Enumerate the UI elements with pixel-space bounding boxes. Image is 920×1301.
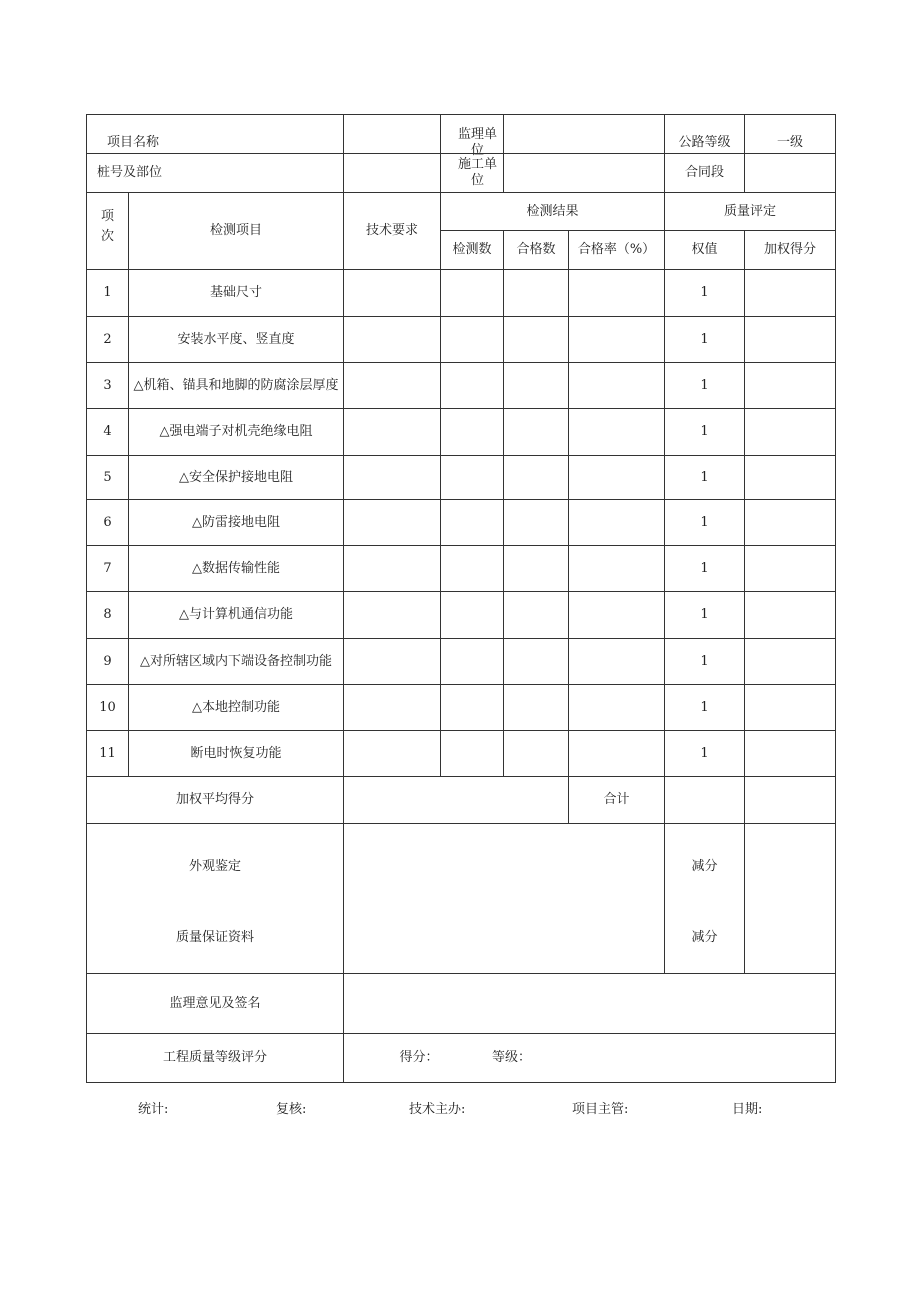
row-1-weight-text: 1 bbox=[700, 285, 709, 300]
row-9-pass-rate[interactable] bbox=[568, 638, 665, 685]
row-1-weight bbox=[664, 269, 745, 317]
appearance-label: 外观鉴定 bbox=[188, 859, 241, 875]
row-9-no bbox=[86, 638, 129, 685]
grade-rating-label-text: 工程质量等级评分 bbox=[162, 1050, 267, 1065]
signature-footer bbox=[86, 1098, 835, 1118]
row-7-pass-count[interactable] bbox=[503, 545, 569, 592]
row-8-item bbox=[128, 591, 344, 639]
row-6-weighted-score[interactable] bbox=[744, 499, 836, 546]
weighted-score-header bbox=[744, 230, 836, 270]
row-10-weight bbox=[664, 684, 745, 731]
row-5-no-text: 5 bbox=[103, 469, 112, 485]
road-grade-label-text: 公路等级 bbox=[678, 135, 731, 150]
row-10-weighted-score[interactable] bbox=[744, 684, 836, 731]
row-1-tech-req[interactable] bbox=[343, 269, 441, 317]
row-7-no-text: 7 bbox=[103, 560, 112, 576]
row-6-item-text: △防雷接地电阻 bbox=[192, 514, 280, 530]
row-7-no bbox=[86, 545, 129, 592]
row-4-item-text: △强电端子对机壳绝缘电阻 bbox=[159, 424, 313, 439]
supervision-unit-label-text: 监理单位 bbox=[457, 127, 497, 158]
inspection-table bbox=[86, 114, 835, 1082]
row-7-pass-rate[interactable] bbox=[568, 545, 665, 592]
row-10-item-text: △本地控制功能 bbox=[192, 699, 280, 715]
row-5-item bbox=[128, 455, 344, 500]
row-11-no-text: 11 bbox=[99, 745, 116, 761]
row-3-item bbox=[128, 362, 344, 409]
row-9-pass-count[interactable] bbox=[503, 638, 569, 685]
project-mgr-label: 项目主管: bbox=[572, 1102, 629, 1117]
row-5-weighted-score[interactable] bbox=[744, 455, 836, 500]
pass-rate-header-text: 合格率（%） bbox=[577, 242, 656, 257]
row-2-item bbox=[128, 316, 344, 363]
row-2-no bbox=[86, 316, 129, 363]
row-8-test-count[interactable] bbox=[440, 591, 504, 639]
row-7-tech-req[interactable] bbox=[343, 545, 441, 592]
row-5-no bbox=[86, 455, 129, 500]
row-11-weight-text: 1 bbox=[700, 745, 709, 761]
test-count-header-text: 检测数 bbox=[452, 242, 492, 257]
item-no-header-1: 项 bbox=[100, 209, 114, 224]
row-1-test-count[interactable] bbox=[440, 269, 504, 317]
row-11-tech-req[interactable] bbox=[343, 730, 441, 777]
supervision-unit-value[interactable] bbox=[503, 114, 665, 154]
row-9-weight bbox=[664, 638, 745, 685]
weight-header bbox=[664, 230, 745, 270]
test-result-header bbox=[440, 192, 665, 231]
row-8-weighted-score[interactable] bbox=[744, 591, 836, 639]
test-item-header bbox=[128, 192, 344, 270]
row-10-item bbox=[128, 684, 344, 731]
row-3-no-text: 3 bbox=[103, 377, 112, 393]
total-label bbox=[568, 776, 665, 824]
total-weight-value[interactable] bbox=[664, 776, 745, 824]
row-9-test-count[interactable] bbox=[440, 638, 504, 685]
row-6-test-count[interactable] bbox=[440, 499, 504, 546]
quality-eval-header-text: 质量评定 bbox=[723, 203, 776, 219]
stats-label: 统计: bbox=[138, 1102, 169, 1117]
weighted-score-header-text: 加权得分 bbox=[763, 242, 816, 257]
row-11-item bbox=[128, 730, 344, 777]
date-label: 日期: bbox=[732, 1102, 763, 1117]
row-3-tech-req[interactable] bbox=[343, 362, 441, 409]
row-4-pass-count[interactable] bbox=[503, 408, 569, 456]
pass-rate-header bbox=[568, 230, 665, 270]
row-4-weight bbox=[664, 408, 745, 456]
deduct-values[interactable] bbox=[744, 823, 836, 974]
row-3-no bbox=[86, 362, 129, 409]
row-9-no-text: 9 bbox=[103, 653, 112, 669]
row-1-no bbox=[86, 269, 129, 317]
appearance-qa-content[interactable] bbox=[343, 823, 665, 974]
construction-unit-label-text: 施工单位 bbox=[457, 157, 497, 188]
row-11-test-count[interactable] bbox=[440, 730, 504, 777]
row-4-no-text: 4 bbox=[103, 424, 112, 439]
row-1-no-text: 1 bbox=[103, 285, 112, 300]
tech-req-header bbox=[343, 192, 441, 270]
road-grade-value-text: 一级 bbox=[776, 135, 803, 150]
grade-rating-label bbox=[86, 1033, 344, 1083]
row-4-weight-text: 1 bbox=[700, 424, 709, 439]
total-score-value[interactable] bbox=[744, 776, 836, 824]
deduct-label-2: 减分 bbox=[691, 929, 718, 945]
row-2-weighted-score[interactable] bbox=[744, 316, 836, 363]
row-4-weighted-score[interactable] bbox=[744, 408, 836, 456]
row-7-weighted-score[interactable] bbox=[744, 545, 836, 592]
row-10-weight-text: 1 bbox=[700, 699, 709, 715]
weight-header-text: 权值 bbox=[691, 242, 718, 257]
test-result-header-text: 检测结果 bbox=[526, 203, 579, 219]
row-9-tech-req[interactable] bbox=[343, 638, 441, 685]
row-5-test-count[interactable] bbox=[440, 455, 504, 500]
row-5-weight-text: 1 bbox=[700, 469, 709, 485]
row-2-weight bbox=[664, 316, 745, 363]
row-7-weight-text: 1 bbox=[700, 560, 709, 576]
construction-unit-label bbox=[440, 153, 504, 193]
row-5-pass-rate[interactable] bbox=[568, 455, 665, 500]
contract-section-value[interactable] bbox=[744, 153, 836, 193]
row-1-item bbox=[128, 269, 344, 317]
row-9-weighted-score[interactable] bbox=[744, 638, 836, 685]
grade-label: 等级： bbox=[492, 1050, 532, 1065]
row-7-item bbox=[128, 545, 344, 592]
row-8-weight-text: 1 bbox=[700, 607, 709, 622]
row-6-weight bbox=[664, 499, 745, 546]
item-no-header bbox=[86, 192, 129, 270]
supervision-unit-label bbox=[440, 114, 504, 158]
project-name-value[interactable] bbox=[343, 114, 441, 154]
weighted-avg-label bbox=[86, 776, 344, 824]
row-8-item-text: △与计算机通信功能 bbox=[179, 607, 293, 622]
weighted-avg-label-text: 加权平均得分 bbox=[175, 792, 254, 807]
row-10-test-count[interactable] bbox=[440, 684, 504, 731]
deduct-labels bbox=[664, 823, 745, 974]
test-item-header-text: 检测项目 bbox=[209, 223, 262, 238]
row-8-pass-rate[interactable] bbox=[568, 591, 665, 639]
row-6-tech-req[interactable] bbox=[343, 499, 441, 546]
row-6-item bbox=[128, 499, 344, 546]
row-4-item bbox=[128, 408, 344, 456]
row-11-no bbox=[86, 730, 129, 777]
contract-section-label bbox=[664, 153, 745, 193]
row-5-pass-count[interactable] bbox=[503, 455, 569, 500]
row-11-pass-rate[interactable] bbox=[568, 730, 665, 777]
row-9-item bbox=[128, 638, 344, 685]
row-10-tech-req[interactable] bbox=[343, 684, 441, 731]
row-3-pass-count[interactable] bbox=[503, 362, 569, 409]
test-count-header bbox=[440, 230, 504, 270]
row-2-item-text: 安装水平度、竖直度 bbox=[177, 331, 295, 347]
row-8-no bbox=[86, 591, 129, 639]
tech-lead-label: 技术主办: bbox=[409, 1102, 466, 1117]
supervision-opinion-label-text: 监理意见及签名 bbox=[169, 995, 261, 1011]
supervision-opinion-value[interactable] bbox=[343, 973, 836, 1034]
row-3-weighted-score[interactable] bbox=[744, 362, 836, 409]
pass-count-header-text: 合格数 bbox=[516, 242, 556, 257]
supervision-opinion-label bbox=[86, 973, 344, 1034]
row-8-tech-req[interactable] bbox=[343, 591, 441, 639]
row-2-tech-req[interactable] bbox=[343, 316, 441, 363]
score-label: 得分： bbox=[399, 1050, 439, 1065]
row-11-pass-count[interactable] bbox=[503, 730, 569, 777]
row-3-test-count[interactable] bbox=[440, 362, 504, 409]
row-3-weight bbox=[664, 362, 745, 409]
pass-count-header bbox=[503, 230, 569, 270]
row-10-no-text: 10 bbox=[99, 699, 116, 715]
review-label: 复核: bbox=[276, 1102, 307, 1117]
deduct-label-1: 减分 bbox=[691, 859, 718, 875]
row-4-pass-rate[interactable] bbox=[568, 408, 665, 456]
project-name-label bbox=[86, 114, 344, 154]
station-label-text: 桩号及部位 bbox=[97, 165, 163, 180]
weighted-avg-value[interactable] bbox=[343, 776, 569, 824]
row-6-no bbox=[86, 499, 129, 546]
project-name-label-text: 项目名称 bbox=[107, 135, 160, 150]
row-11-weighted-score[interactable] bbox=[744, 730, 836, 777]
row-5-item-text: △安全保护接地电阻 bbox=[179, 469, 293, 485]
row-6-weight-text: 1 bbox=[700, 514, 709, 530]
qa-docs-label: 质量保证资料 bbox=[175, 929, 254, 945]
row-6-pass-rate[interactable] bbox=[568, 499, 665, 546]
row-2-no-text: 2 bbox=[103, 331, 112, 347]
row-5-tech-req[interactable] bbox=[343, 455, 441, 500]
row-1-item-text: 基础尺寸 bbox=[209, 285, 262, 300]
row-6-no-text: 6 bbox=[103, 514, 112, 530]
item-no-header-2: 次 bbox=[100, 229, 114, 244]
row-9-item-text: △对所辖区域内下端设备控制功能 bbox=[140, 653, 332, 669]
row-4-tech-req[interactable] bbox=[343, 408, 441, 456]
quality-eval-header bbox=[664, 192, 836, 231]
row-2-test-count[interactable] bbox=[440, 316, 504, 363]
road-grade-value bbox=[744, 114, 836, 154]
row-2-pass-count[interactable] bbox=[503, 316, 569, 363]
row-1-weighted-score[interactable] bbox=[744, 269, 836, 317]
row-10-pass-rate[interactable] bbox=[568, 684, 665, 731]
row-8-pass-count[interactable] bbox=[503, 591, 569, 639]
appearance-qa-labels bbox=[86, 823, 344, 974]
row-7-weight bbox=[664, 545, 745, 592]
grade-rating-value[interactable] bbox=[343, 1033, 836, 1083]
row-1-pass-count[interactable] bbox=[503, 269, 569, 317]
row-5-weight bbox=[664, 455, 745, 500]
row-3-pass-rate[interactable] bbox=[568, 362, 665, 409]
row-10-pass-count[interactable] bbox=[503, 684, 569, 731]
road-grade-label bbox=[664, 114, 745, 154]
contract-section-label-text: 合同段 bbox=[684, 165, 724, 180]
row-7-test-count[interactable] bbox=[440, 545, 504, 592]
tech-req-header-text: 技术要求 bbox=[365, 223, 418, 238]
row-2-pass-rate[interactable] bbox=[568, 316, 665, 363]
station-label bbox=[86, 153, 344, 193]
row-4-no bbox=[86, 408, 129, 456]
row-8-no-text: 8 bbox=[103, 607, 112, 622]
row-11-item-text: 断电时恢复功能 bbox=[190, 745, 282, 761]
station-value[interactable] bbox=[343, 153, 441, 193]
row-11-weight bbox=[664, 730, 745, 777]
row-8-weight bbox=[664, 591, 745, 639]
row-1-pass-rate[interactable] bbox=[568, 269, 665, 317]
row-9-weight-text: 1 bbox=[700, 653, 709, 669]
row-3-item-text: △机箱、锚具和地脚的防腐涂层厚度 bbox=[133, 377, 339, 393]
row-7-item-text: △数据传输性能 bbox=[192, 560, 280, 576]
row-2-weight-text: 1 bbox=[700, 331, 709, 347]
total-label-text: 合计 bbox=[603, 792, 630, 807]
row-3-weight-text: 1 bbox=[700, 377, 709, 393]
construction-unit-value[interactable] bbox=[503, 153, 665, 193]
row-4-test-count[interactable] bbox=[440, 408, 504, 456]
row-6-pass-count[interactable] bbox=[503, 499, 569, 546]
row-10-no bbox=[86, 684, 129, 731]
